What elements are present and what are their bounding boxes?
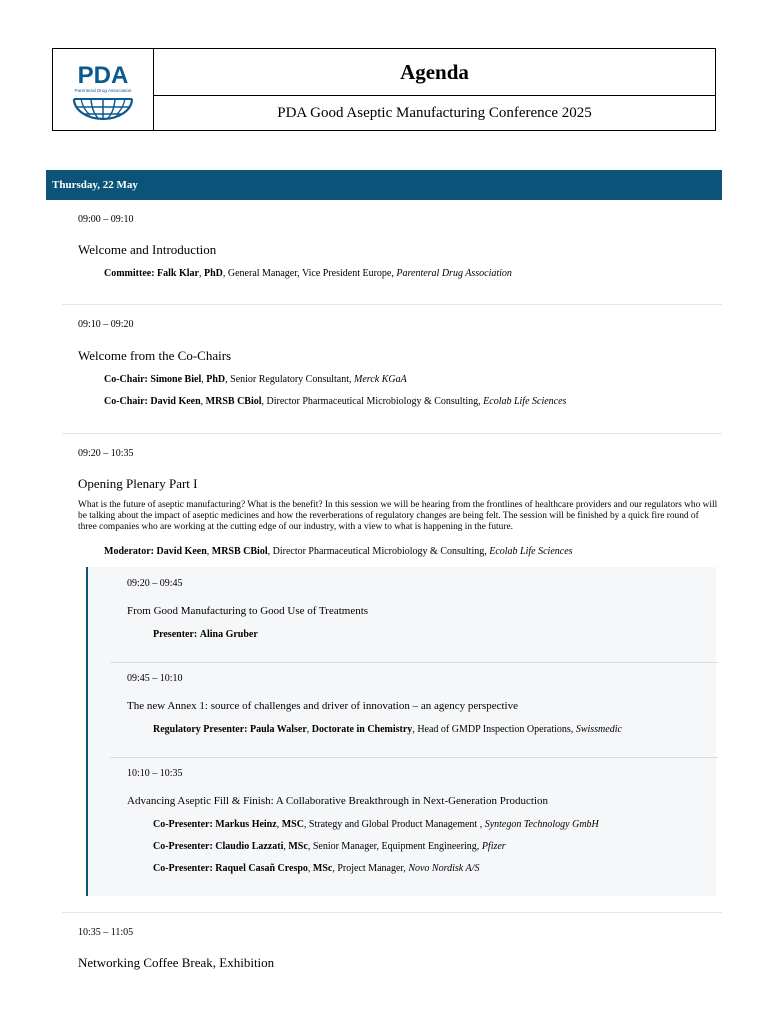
session-person: Co-Chair: Simone Biel, PhD, Senior Regulatory Consultant, Merck KGaA	[104, 374, 407, 385]
conference-subtitle: PDA Good Aseptic Manufacturing Conference 2025	[277, 104, 592, 121]
divider	[110, 662, 718, 663]
session-title: Opening Plenary Part I	[78, 476, 198, 491]
session-person: Moderator: David Keen, MRSB CBiol, Director Pharmaceutical Microbiology & Consulting, Ecolab Life Sciences	[104, 546, 573, 557]
divider	[62, 304, 722, 305]
session-time: 09:10 – 09:20	[78, 319, 134, 330]
subsession-title: From Good Manufacturing to Good Use of Treatments	[127, 605, 369, 617]
session-person: Committee: Falk Klar, PhD, General Manager, Vice President Europe, Parenteral Drug Association	[104, 268, 512, 279]
session-person: Co-Chair: David Keen, MRSB CBiol, Director Pharmaceutical Microbiology & Consulting, Ecolab Life Sciences	[104, 396, 567, 407]
subsession-title: Advancing Aseptic Fill & Finish: A Collaborative Breakthrough in Next-Generation Production	[127, 795, 548, 807]
session-description: What is the future of aseptic manufacturing? What is the benefit? In this session we will be hearing from the frontlines of healthcare providers and our regulators who will be talking about the impact of aseptic medicines and how the reverberations of regulatory changes are being felt. The session will be finished by a quick fire round of three companies who are working at the cutting edge of our industry, with a view to what is happening in the future.	[78, 500, 718, 532]
page-title: Agenda	[154, 49, 715, 96]
pda-globe-icon	[68, 57, 138, 123]
svg-text:PDA: PDA	[77, 61, 129, 89]
svg-text:Parenteral Drug Association: Parenteral Drug Association	[74, 87, 132, 93]
session-title: Networking Coffee Break, Exhibition	[78, 955, 275, 970]
divider	[62, 433, 722, 434]
session-time: 09:20 – 10:35	[78, 448, 134, 459]
subsession-person: Regulatory Presenter: Paula Walser, Doctorate in Chemistry, Head of GMDP Inspection Operations, Swissmedic	[153, 724, 622, 735]
divider	[110, 757, 718, 758]
subsession-time: 09:20 – 09:45	[127, 578, 183, 589]
subsession-person: Co-Presenter: Claudio Lazzati, MSc, Senior Manager, Equipment Engineering, Pfizer	[153, 841, 506, 852]
session-time: 09:00 – 09:10	[78, 214, 134, 225]
subsession-time: 09:45 – 10:10	[127, 673, 183, 684]
subsession-group	[86, 567, 716, 896]
session-title: Welcome from the Co-Chairs	[78, 348, 232, 363]
session-title: Welcome and Introduction	[78, 242, 217, 257]
agenda-header	[52, 48, 716, 131]
session-time: 10:35 – 11:05	[78, 927, 134, 938]
subsession-title: The new Annex 1: source of challenges and driver of innovation – an agency perspective	[127, 700, 518, 712]
subsession-time: 10:10 – 10:35	[127, 768, 183, 779]
subsession-person: Co-Presenter: Markus Heinz, MSC, Strategy and Global Product Management , Syntegon Technology GmbH	[153, 819, 599, 830]
pda-logo	[53, 49, 154, 130]
subsession-person: Presenter: Alina Gruber	[153, 629, 258, 640]
divider	[62, 912, 722, 913]
day-header: Thursday, 22 May	[46, 170, 722, 200]
subsession-person: Co-Presenter: Raquel Casañ Crespo, MSc, Project Manager, Novo Nordisk A/S	[153, 863, 480, 874]
